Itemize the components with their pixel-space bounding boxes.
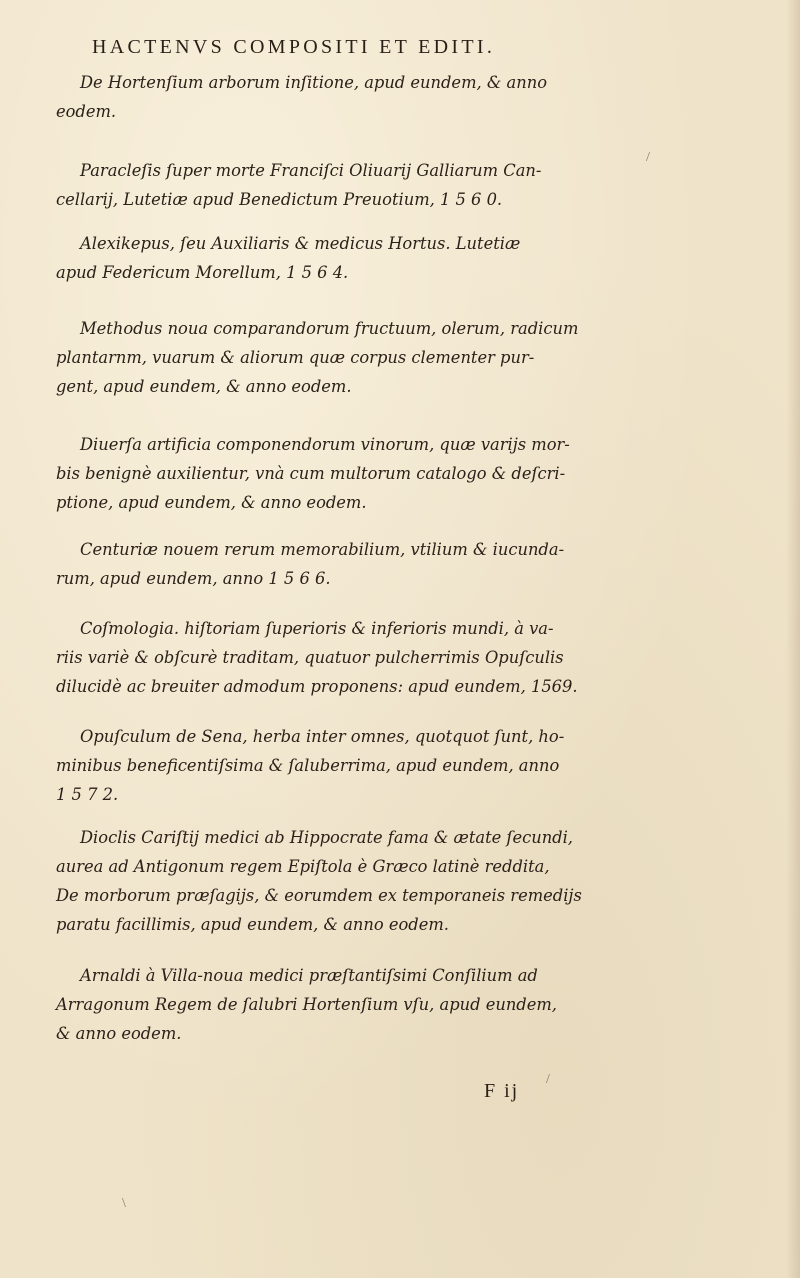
entry-line: bis benignè auxilientur, vnà cum multorum catalogo & deſcri- xyxy=(56,464,566,483)
entry-6 xyxy=(56,535,626,593)
entry-line: Arnaldi à Villa-noua medici præſtantiſsimi Conſilium ad xyxy=(80,966,538,985)
entry-line: paratu facillimis, apud eundem, & anno eodem. xyxy=(56,915,449,934)
entry-line: Methodus noua comparandorum fructuum, olerum, radicum xyxy=(80,319,579,338)
entry-line: apud Federicum Morellum, 1 5 6 4. xyxy=(56,263,349,282)
entry-line: aurea ad Antigonum regem Epiſtola è Græco latinè reddita, xyxy=(56,857,550,876)
entry-line: Alexikepus, ſeu Auxiliaris & medicus Hortus. Lutetiæ xyxy=(80,234,521,253)
margin-stroke: / xyxy=(546,1072,550,1087)
entry-8 xyxy=(56,722,626,809)
margin-stroke: / xyxy=(646,150,650,165)
margin-stroke: \ xyxy=(122,1196,126,1211)
entry-line: Arragonum Regem de ſalubri Hortenſium vſu, apud eundem, xyxy=(56,995,557,1014)
entry-2 xyxy=(56,156,626,214)
entry-line: dilucidè ac breuiter admodum proponens: apud eundem, 1569. xyxy=(56,677,578,696)
signature-mark: F ij xyxy=(484,1080,520,1102)
entry-5 xyxy=(56,430,626,517)
entry-1 xyxy=(56,68,626,126)
entry-line: gent, apud eundem, & anno eodem. xyxy=(56,377,352,396)
entry-line: minibus beneficentiſsima & ſaluberrima, apud eundem, anno xyxy=(56,756,560,775)
entry-line: De morborum præſagijs, & eorumdem ex temporaneis remedijs xyxy=(56,886,582,905)
page-edge-shadow xyxy=(786,0,800,1278)
entry-line: 1 5 7 2. xyxy=(56,785,119,804)
entry-line: Paracleſis ſuper morte Franciſci Oliuarij Galliarum Can- xyxy=(80,161,542,180)
entry-line: Diuerſa artificia componendorum vinorum, quæ varijs mor- xyxy=(80,435,570,454)
running-head: HACTENVS COMPOSITI ET EDITI. xyxy=(92,36,496,58)
entry-line: cellarij, Lutetiæ apud Benedictum Preuotium, 1 5 6 0. xyxy=(56,190,503,209)
entry-line: Opuſculum de Sena, herba inter omnes, quotquot ſunt, ho- xyxy=(80,727,565,746)
entry-line: plantarnm, vuarum & aliorum quæ corpus clementer pur- xyxy=(56,348,535,367)
entry-line: ptione, apud eundem, & anno eodem. xyxy=(56,493,367,512)
entry-line: rum, apud eundem, anno 1 5 6 6. xyxy=(56,569,331,588)
entry-4 xyxy=(56,314,626,401)
entry-line: Dioclis Cariſtij medici ab Hippocrate fama & ætate ſecundi, xyxy=(80,828,573,847)
entry-line: Centuriæ nouem rerum memorabilium, vtilium & iucunda- xyxy=(80,540,565,559)
entry-line: eodem. xyxy=(56,102,117,121)
entry-line: De Hortenſium arborum inſitione, apud eundem, & anno xyxy=(80,73,548,92)
entry-3 xyxy=(56,229,626,287)
entry-10 xyxy=(56,961,626,1048)
entry-line: & anno eodem. xyxy=(56,1024,182,1043)
entry-7 xyxy=(56,614,626,701)
entry-line: riis variè & obſcurè traditam, quatuor pulcherrimis Opuſculis xyxy=(56,648,564,667)
entry-line: Coſmologia. hiſtoriam ſuperioris & inferioris mundi, à va- xyxy=(80,619,554,638)
entry-9 xyxy=(56,823,626,939)
